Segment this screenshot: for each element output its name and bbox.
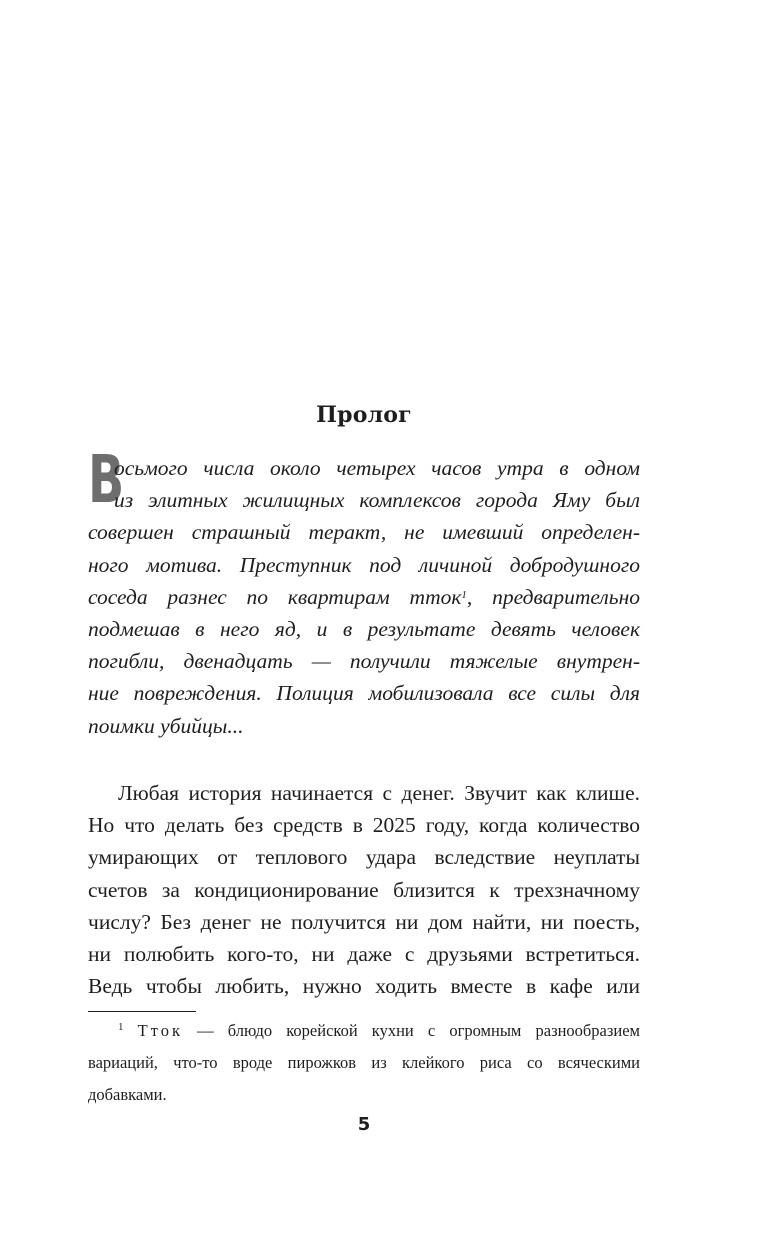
footnote-reference[interactable]: 1 bbox=[461, 588, 467, 601]
body-line: Ведь чтобы любить, нужно ходить вместе в кафе или bbox=[88, 974, 640, 999]
body-line: числу? Без денег не получится ни дом найти, ни поесть, bbox=[88, 909, 640, 934]
footnote-line: добавками. bbox=[88, 1085, 167, 1105]
epigraph-line: поимки убийцы... bbox=[88, 713, 244, 738]
body-line: счетов за кондиционирование близится к трехзначному bbox=[88, 877, 640, 902]
footnote-line bbox=[88, 1018, 640, 1050]
epigraph-line: из элитных жилищных комплексов города Яму был bbox=[114, 488, 640, 513]
body-line: Любая история начинается с денег. Звучит как клише. bbox=[118, 781, 640, 805]
epigraph-line: подмешав в него яд, и в результате девять человек bbox=[88, 616, 640, 641]
footnote-term: Тток bbox=[137, 1021, 183, 1040]
page-number: 5 bbox=[357, 1114, 371, 1135]
footnote bbox=[88, 1018, 640, 1115]
epigraph-line: совершен страшный теракт, не имевший определен- bbox=[88, 520, 640, 545]
epigraph-line: осьмого числа около четырех часов утра в одном bbox=[114, 456, 640, 480]
epigraph-line-tail: , предварительно bbox=[466, 584, 640, 609]
body-paragraph bbox=[88, 777, 640, 1002]
footnote-line: вариаций, что-то вроде пирожков из клейкого риса со всяческими bbox=[88, 1053, 640, 1073]
epigraph-line: погибли, двенадцать — получили тяжелые внутрен- bbox=[88, 649, 640, 674]
epigraph-line: ного мотива. Преступник под личиной добродушного bbox=[88, 552, 640, 577]
footnote-divider bbox=[88, 1011, 196, 1012]
epigraph-line-with-footnote bbox=[88, 581, 640, 613]
prologue-epigraph bbox=[88, 441, 640, 742]
epigraph-line: ние повреждения. Полиция мобилизовала все силы для bbox=[88, 681, 640, 706]
body-line: ни полюбить кого-то, ни даже с друзьями встретиться. bbox=[88, 941, 640, 966]
drop-cap-letter: В bbox=[88, 441, 125, 518]
body-line: умирающих от теплового удара вследствие неуплаты bbox=[88, 845, 640, 870]
body-line: Но что делать без средств в 2025 году, когда количество bbox=[88, 813, 640, 838]
epigraph-line-text: соседа разнес по квартирам тток bbox=[88, 584, 462, 609]
footnote-line-text: — блюдо корейской кухни с огромным разнообразием bbox=[197, 1021, 640, 1040]
footnote-marker: 1 bbox=[118, 1021, 124, 1033]
chapter-title: Пролог bbox=[316, 402, 412, 428]
